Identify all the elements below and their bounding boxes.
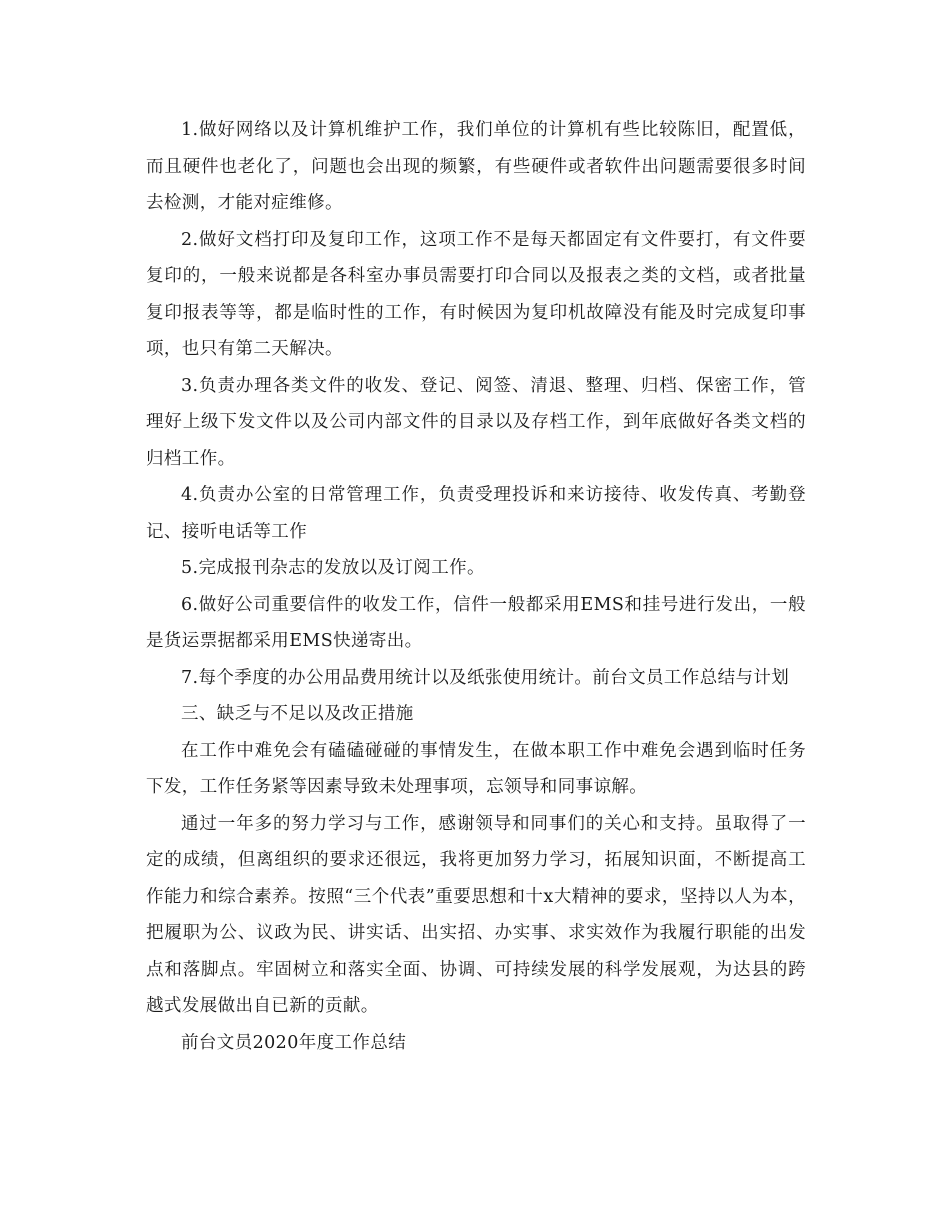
document-body	[146, 112, 806, 1061]
paragraph-item-6: 6.做好公司重要信件的收发工作，信件一般都采用EMS和挂号进行发出，一般是货运票据都采用EMS快递寄出。	[146, 594, 806, 651]
paragraph-item-2: 2.做好文档打印及复印工作，这项工作不是每天都固定有文件要打，有文件要复印的，一般来说都是各科室办事员需要打印合同以及报表之类的文档，或者批量复印报表等等，都是临时性的工作，有时候因为复印机故障没有能及时完成复印事项，也只有第二天解决。	[146, 229, 806, 359]
paragraph-item-4: 4.负责办公室的日常管理工作，负责受理投诉和来访接待、收发传真、考勤登记、接听电话等工作	[146, 485, 806, 542]
paragraph-item-5: 5.完成报刊杂志的发放以及订阅工作。	[181, 558, 485, 578]
section-heading: 三、缺乏与不足以及改正措施	[181, 704, 414, 724]
paragraph-item-1: 1.做好网络以及计算机维护工作，我们单位的计算机有些比较陈旧，配置低，而且硬件也老化了，问题也会出现的频繁，有些硬件或者软件出问题需要很多时间去检测，才能对症维修。	[146, 120, 806, 213]
document-footer-title: 前台文员2020年度工作总结	[181, 1032, 407, 1053]
paragraph-shortcomings: 在工作中难免会有磕磕碰碰的事情发生，在做本职工作中难免会遇到临时任务下发，工作任务紧等因素导致未处理事项，忘领导和同事谅解。	[146, 740, 806, 797]
paragraph-conclusion: 通过一年多的努力学习与工作，感谢领导和同事们的关心和支持。虽取得了一定的成绩，但离组织的要求还很远，我将更加努力学习，拓展知识面，不断提高工作能力和综合素养。按照“三个代表”重要思想和十x大精神的要求，坚持以人为本，把履职为公、议政为民、讲实话、出实招、办实事、求实效作为我履行职能的出发点和落脚点。牢固树立和落实全面、协调、可持续发展的科学发展观，为达县的跨越式发展做出自已新的贡献。	[146, 813, 806, 1016]
paragraph-item-3: 3.负责办理各类文件的收发、登记、阅签、清退、整理、归档、保密工作，管理好上级下发文件以及公司内部文件的目录以及存档工作，到年底做好各类文档的归档工作。	[146, 375, 806, 469]
paragraph-item-7: 7.每个季度的办公用品费用统计以及纸张使用统计。前台文员工作总结与计划	[181, 667, 790, 688]
